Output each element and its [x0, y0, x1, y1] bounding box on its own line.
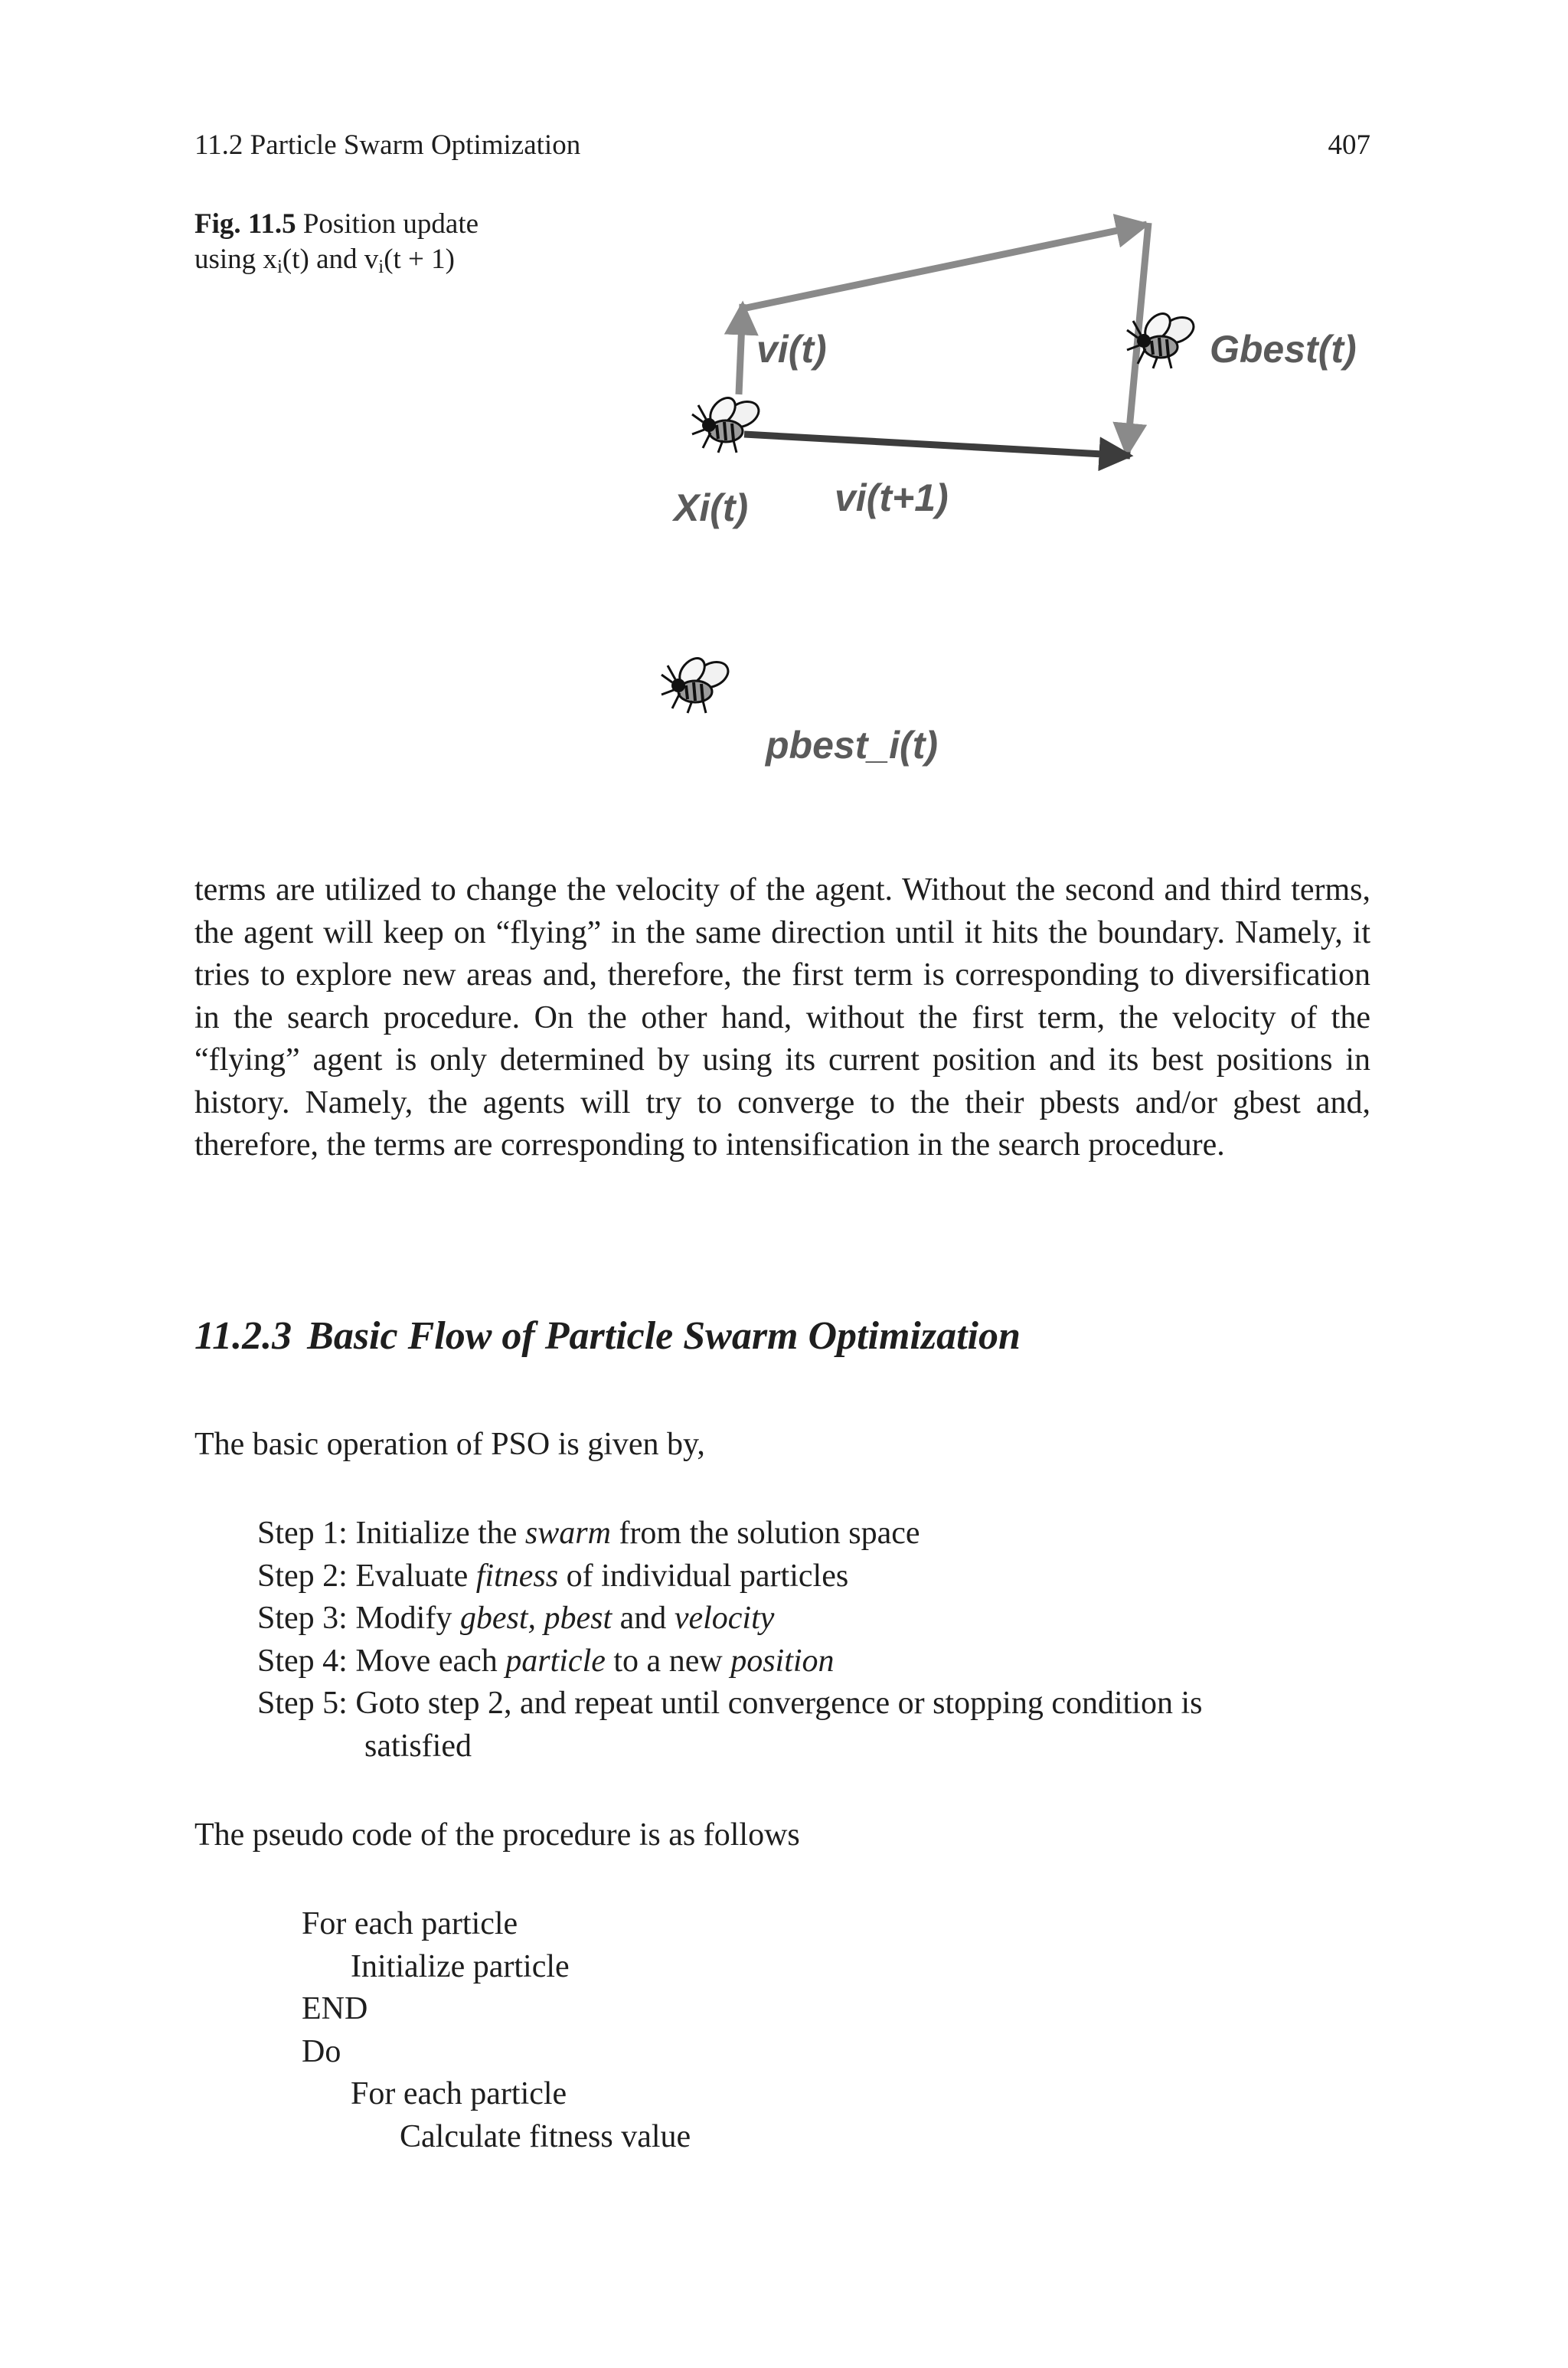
running-head-section: 11.2 Particle Swarm Optimization [194, 129, 581, 161]
pseudo-code-line: Initialize particle [351, 1948, 570, 1984]
step-emphasis: particle [505, 1643, 606, 1679]
figure-caption-text-2a: using x [194, 244, 277, 275]
section-title: Basic Flow of Particle Swarm Optimization [307, 1314, 1021, 1358]
section-heading [194, 1313, 1370, 1359]
pseudo-code-line: For each particle [302, 1906, 518, 1941]
figure-caption-text-2b: (t) and v [282, 244, 379, 275]
position-update-figure [582, 195, 1393, 793]
figure-caption-text-2c: (t + 1) [384, 244, 455, 275]
step-text: from the solution space [610, 1516, 920, 1551]
particle-xi-bee-icon [692, 393, 763, 453]
pseudo-code-line: END [302, 1991, 368, 2026]
step-emphasis: swarm [524, 1516, 611, 1551]
paragraph-text: terms are utilized to change the velocity of the agent. Without the second and third terms, the agent will keep on “flying” in the same direction until it hits the boundary. Namely, it tries to explore new areas and, therefore, the first term is corresponding to diversification in the search procedure. On the other hand, without the first term, the velocity of the “flying” agent is only determined by using its current position and its best positions in history. Namely, the agents will try to converge to the their pbests and/or gbest and, therefore, the terms are corresponding to intensification in the search procedure. [194, 872, 1370, 1163]
figure-caption [194, 207, 531, 277]
running-head [194, 129, 1370, 167]
figure-caption-sub: i [378, 257, 384, 277]
step-text: Step 1: Initialize the [257, 1516, 525, 1551]
step-text: Step 3: Modify [257, 1601, 460, 1636]
step-list [257, 1513, 1367, 1768]
section-number: 11.2.3 [194, 1314, 292, 1358]
step-text: of individual particles [558, 1558, 849, 1594]
pseudo-code-intro: The pseudo code of the procedure is as follows [194, 1817, 800, 1853]
velocity-vi-t-arrow [739, 304, 743, 394]
label-gbest: Gbest(t) [1210, 328, 1357, 371]
step-1 [257, 1513, 1367, 1555]
step-3 [257, 1598, 1367, 1640]
step-5 [257, 1683, 1367, 1768]
pseudo-code-line: Calculate fitness value [400, 2118, 691, 2154]
label-pbest: pbest_i(t) [766, 724, 938, 767]
step-2 [257, 1555, 1367, 1598]
step-text: to a new [605, 1643, 731, 1679]
step-text: Step 4: Move each [257, 1643, 506, 1679]
body-paragraph [194, 869, 1370, 1167]
intro-line: The basic operation of PSO is given by, [194, 1427, 705, 1462]
step-emphasis: gbest, pbest [459, 1601, 612, 1636]
pseudo-code-line: For each particle [351, 2076, 567, 2111]
pseudo-code-block [302, 1903, 691, 2158]
label-vi-t: vi(t) [756, 328, 827, 371]
figure-caption-label: Fig. 11.5 [194, 208, 296, 240]
step-emphasis: position [730, 1643, 835, 1679]
step-emphasis: velocity [674, 1601, 775, 1636]
figure-caption-sub: i [276, 257, 283, 277]
top-resultant-arrow [743, 224, 1147, 309]
step-text: and [612, 1601, 675, 1636]
step-text: Step 2: Evaluate [257, 1558, 476, 1594]
label-vi-t1: vi(t+1) [835, 476, 949, 519]
position-update-diagram [582, 195, 1393, 793]
pbest-bee-icon [662, 653, 732, 713]
step-continuation: satisfied [364, 1728, 472, 1764]
figure-caption-text: Position update [302, 208, 479, 240]
velocity-vi-t1-arrow [744, 434, 1130, 456]
step-text: Step 5: Goto step 2, and repeat until convergence or stopping condition is [257, 1686, 1203, 1721]
label-xi-t: Xi(t) [674, 486, 749, 529]
step-4 [257, 1640, 1367, 1683]
step-emphasis: fitness [475, 1558, 559, 1594]
pseudo-code-line: Do [302, 2033, 341, 2069]
page-number: 407 [1328, 129, 1370, 161]
